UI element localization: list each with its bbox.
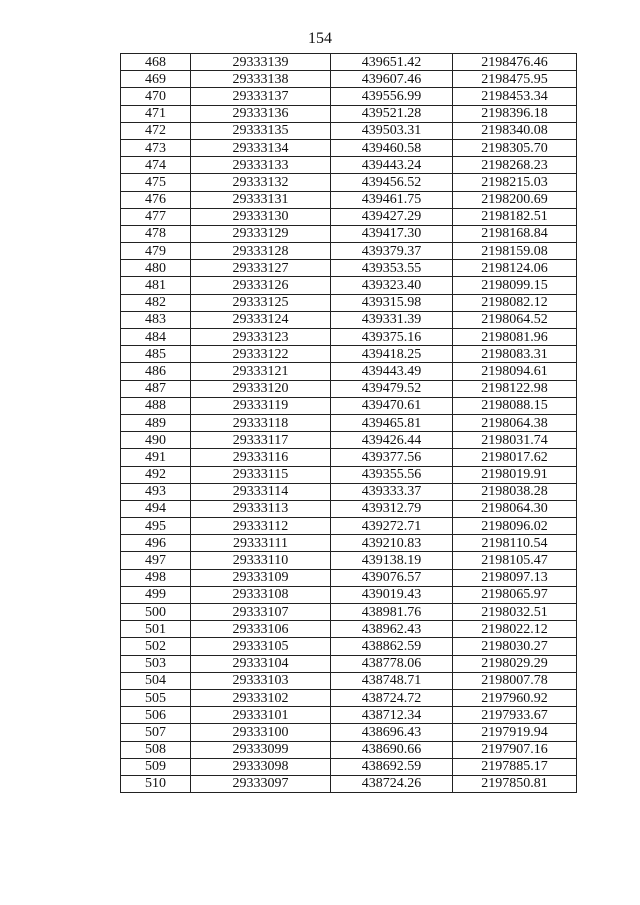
table-row [121, 139, 577, 156]
point-id-cell: 29333103 [191, 672, 331, 689]
point-index-cell: 469 [121, 71, 191, 88]
x-coordinate-cell: 438724.72 [331, 689, 453, 706]
point-id-cell: 29333129 [191, 225, 331, 242]
point-id-cell: 29333102 [191, 689, 331, 706]
table-row [121, 157, 577, 174]
point-index-cell: 493 [121, 483, 191, 500]
y-coordinate-cell: 2197933.67 [453, 707, 577, 724]
y-coordinate-cell: 2198110.54 [453, 535, 577, 552]
point-id-cell: 29333134 [191, 139, 331, 156]
table-row [121, 500, 577, 517]
point-id-cell: 29333115 [191, 466, 331, 483]
point-id-cell: 29333116 [191, 449, 331, 466]
point-index-cell: 477 [121, 208, 191, 225]
x-coordinate-cell: 438692.59 [331, 758, 453, 775]
table-row [121, 243, 577, 260]
point-id-cell: 29333104 [191, 655, 331, 672]
x-coordinate-cell: 439418.25 [331, 346, 453, 363]
y-coordinate-cell: 2198022.12 [453, 621, 577, 638]
table-row [121, 363, 577, 380]
x-coordinate-cell: 439019.43 [331, 586, 453, 603]
point-id-cell: 29333108 [191, 586, 331, 603]
point-id-cell: 29333101 [191, 707, 331, 724]
x-coordinate-cell: 439503.31 [331, 122, 453, 139]
y-coordinate-cell: 2198200.69 [453, 191, 577, 208]
y-coordinate-cell: 2198168.84 [453, 225, 577, 242]
point-index-cell: 498 [121, 569, 191, 586]
x-coordinate-cell: 439375.16 [331, 329, 453, 346]
point-index-cell: 480 [121, 260, 191, 277]
x-coordinate-cell: 439607.46 [331, 71, 453, 88]
point-id-cell: 29333110 [191, 552, 331, 569]
y-coordinate-cell: 2197919.94 [453, 724, 577, 741]
point-id-cell: 29333122 [191, 346, 331, 363]
table-row [121, 311, 577, 328]
point-index-cell: 487 [121, 380, 191, 397]
y-coordinate-cell: 2198017.62 [453, 449, 577, 466]
x-coordinate-cell: 439651.42 [331, 54, 453, 71]
table-row [121, 346, 577, 363]
x-coordinate-cell: 439323.40 [331, 277, 453, 294]
point-index-cell: 500 [121, 604, 191, 621]
x-coordinate-cell: 438696.43 [331, 724, 453, 741]
x-coordinate-cell: 439417.30 [331, 225, 453, 242]
point-index-cell: 471 [121, 105, 191, 122]
y-coordinate-cell: 2198019.91 [453, 466, 577, 483]
x-coordinate-cell: 439353.55 [331, 260, 453, 277]
point-id-cell: 29333123 [191, 329, 331, 346]
table-row [121, 432, 577, 449]
y-coordinate-cell: 2198215.03 [453, 174, 577, 191]
x-coordinate-cell: 439521.28 [331, 105, 453, 122]
table-row [121, 689, 577, 706]
point-id-cell: 29333138 [191, 71, 331, 88]
x-coordinate-cell: 439272.71 [331, 518, 453, 535]
point-id-cell: 29333119 [191, 397, 331, 414]
x-coordinate-cell: 439355.56 [331, 466, 453, 483]
table-row [121, 552, 577, 569]
y-coordinate-cell: 2198182.51 [453, 208, 577, 225]
x-coordinate-cell: 439427.29 [331, 208, 453, 225]
table-row [121, 638, 577, 655]
point-id-cell: 29333137 [191, 88, 331, 105]
y-coordinate-cell: 2198032.51 [453, 604, 577, 621]
table-row [121, 208, 577, 225]
x-coordinate-cell: 439210.83 [331, 535, 453, 552]
x-coordinate-cell: 438712.34 [331, 707, 453, 724]
table-row [121, 88, 577, 105]
point-id-cell: 29333111 [191, 535, 331, 552]
table-row [121, 724, 577, 741]
x-coordinate-cell: 439377.56 [331, 449, 453, 466]
point-id-cell: 29333117 [191, 432, 331, 449]
table-row [121, 672, 577, 689]
y-coordinate-cell: 2198029.29 [453, 655, 577, 672]
y-coordinate-cell: 2198065.97 [453, 586, 577, 603]
point-index-cell: 495 [121, 518, 191, 535]
table-row [121, 758, 577, 775]
table-row [121, 466, 577, 483]
point-index-cell: 481 [121, 277, 191, 294]
x-coordinate-cell: 438724.26 [331, 775, 453, 792]
x-coordinate-cell: 439426.44 [331, 432, 453, 449]
x-coordinate-cell: 439138.19 [331, 552, 453, 569]
point-id-cell: 29333105 [191, 638, 331, 655]
point-index-cell: 482 [121, 294, 191, 311]
table-row [121, 604, 577, 621]
point-index-cell: 486 [121, 363, 191, 380]
point-index-cell: 494 [121, 500, 191, 517]
point-index-cell: 476 [121, 191, 191, 208]
x-coordinate-cell: 439556.99 [331, 88, 453, 105]
table-row [121, 225, 577, 242]
table-row [121, 277, 577, 294]
y-coordinate-cell: 2198083.31 [453, 346, 577, 363]
table-row [121, 707, 577, 724]
point-index-cell: 496 [121, 535, 191, 552]
x-coordinate-cell: 439460.58 [331, 139, 453, 156]
table-row [121, 414, 577, 431]
point-id-cell: 29333132 [191, 174, 331, 191]
y-coordinate-cell: 2198082.12 [453, 294, 577, 311]
y-coordinate-cell: 2198396.18 [453, 105, 577, 122]
y-coordinate-cell: 2198081.96 [453, 329, 577, 346]
y-coordinate-cell: 2198064.38 [453, 414, 577, 431]
x-coordinate-cell: 438690.66 [331, 741, 453, 758]
point-index-cell: 478 [121, 225, 191, 242]
y-coordinate-cell: 2198096.02 [453, 518, 577, 535]
point-id-cell: 29333128 [191, 243, 331, 260]
point-index-cell: 501 [121, 621, 191, 638]
y-coordinate-cell: 2198340.08 [453, 122, 577, 139]
x-coordinate-cell: 439470.61 [331, 397, 453, 414]
table-row [121, 71, 577, 88]
table-row [121, 122, 577, 139]
point-id-cell: 29333098 [191, 758, 331, 775]
point-index-cell: 491 [121, 449, 191, 466]
y-coordinate-cell: 2198031.74 [453, 432, 577, 449]
point-id-cell: 29333109 [191, 569, 331, 586]
table-row [121, 569, 577, 586]
point-index-cell: 506 [121, 707, 191, 724]
x-coordinate-cell: 439312.79 [331, 500, 453, 517]
table-row [121, 655, 577, 672]
y-coordinate-cell: 2198030.27 [453, 638, 577, 655]
point-id-cell: 29333124 [191, 311, 331, 328]
point-id-cell: 29333121 [191, 363, 331, 380]
y-coordinate-cell: 2198064.52 [453, 311, 577, 328]
point-index-cell: 499 [121, 586, 191, 603]
y-coordinate-cell: 2198064.30 [453, 500, 577, 517]
x-coordinate-cell: 439461.75 [331, 191, 453, 208]
y-coordinate-cell: 2198094.61 [453, 363, 577, 380]
y-coordinate-cell: 2198476.46 [453, 54, 577, 71]
point-id-cell: 29333106 [191, 621, 331, 638]
point-index-cell: 508 [121, 741, 191, 758]
point-id-cell: 29333131 [191, 191, 331, 208]
y-coordinate-cell: 2198268.23 [453, 157, 577, 174]
point-id-cell: 29333099 [191, 741, 331, 758]
point-index-cell: 505 [121, 689, 191, 706]
point-index-cell: 479 [121, 243, 191, 260]
table-row [121, 380, 577, 397]
point-id-cell: 29333135 [191, 122, 331, 139]
y-coordinate-cell: 2198099.15 [453, 277, 577, 294]
x-coordinate-cell: 438981.76 [331, 604, 453, 621]
y-coordinate-cell: 2198122.98 [453, 380, 577, 397]
coordinates-table [120, 53, 577, 793]
x-coordinate-cell: 438778.06 [331, 655, 453, 672]
point-index-cell: 475 [121, 174, 191, 191]
y-coordinate-cell: 2198088.15 [453, 397, 577, 414]
y-coordinate-cell: 2198453.34 [453, 88, 577, 105]
table-row [121, 294, 577, 311]
point-id-cell: 29333126 [191, 277, 331, 294]
x-coordinate-cell: 439443.24 [331, 157, 453, 174]
page-number: 154 [308, 30, 332, 47]
point-index-cell: 473 [121, 139, 191, 156]
x-coordinate-cell: 439479.52 [331, 380, 453, 397]
table-row [121, 54, 577, 71]
point-index-cell: 509 [121, 758, 191, 775]
table-row [121, 775, 577, 792]
table-row [121, 741, 577, 758]
point-index-cell: 485 [121, 346, 191, 363]
y-coordinate-cell: 2198097.13 [453, 569, 577, 586]
y-coordinate-cell: 2198159.08 [453, 243, 577, 260]
x-coordinate-cell: 439076.57 [331, 569, 453, 586]
point-id-cell: 29333118 [191, 414, 331, 431]
x-coordinate-cell: 438962.43 [331, 621, 453, 638]
x-coordinate-cell: 439315.98 [331, 294, 453, 311]
table-row [121, 260, 577, 277]
point-index-cell: 492 [121, 466, 191, 483]
point-index-cell: 490 [121, 432, 191, 449]
point-id-cell: 29333113 [191, 500, 331, 517]
y-coordinate-cell: 2197907.16 [453, 741, 577, 758]
point-id-cell: 29333120 [191, 380, 331, 397]
table-row [121, 105, 577, 122]
y-coordinate-cell: 2198124.06 [453, 260, 577, 277]
point-index-cell: 474 [121, 157, 191, 174]
table-row [121, 535, 577, 552]
table-body [121, 54, 577, 793]
point-index-cell: 472 [121, 122, 191, 139]
table-row [121, 397, 577, 414]
point-index-cell: 507 [121, 724, 191, 741]
x-coordinate-cell: 439379.37 [331, 243, 453, 260]
point-id-cell: 29333133 [191, 157, 331, 174]
table-row [121, 621, 577, 638]
x-coordinate-cell: 439456.52 [331, 174, 453, 191]
y-coordinate-cell: 2197885.17 [453, 758, 577, 775]
point-id-cell: 29333100 [191, 724, 331, 741]
point-index-cell: 484 [121, 329, 191, 346]
point-index-cell: 504 [121, 672, 191, 689]
x-coordinate-cell: 439465.81 [331, 414, 453, 431]
point-index-cell: 503 [121, 655, 191, 672]
point-index-cell: 488 [121, 397, 191, 414]
y-coordinate-cell: 2198038.28 [453, 483, 577, 500]
point-index-cell: 502 [121, 638, 191, 655]
x-coordinate-cell: 438748.71 [331, 672, 453, 689]
y-coordinate-cell: 2198305.70 [453, 139, 577, 156]
x-coordinate-cell: 439333.37 [331, 483, 453, 500]
table-row [121, 518, 577, 535]
point-index-cell: 470 [121, 88, 191, 105]
table-row [121, 191, 577, 208]
point-id-cell: 29333097 [191, 775, 331, 792]
point-id-cell: 29333130 [191, 208, 331, 225]
table-row [121, 449, 577, 466]
point-id-cell: 29333107 [191, 604, 331, 621]
point-id-cell: 29333112 [191, 518, 331, 535]
table-row [121, 174, 577, 191]
point-id-cell: 29333139 [191, 54, 331, 71]
point-id-cell: 29333136 [191, 105, 331, 122]
x-coordinate-cell: 439331.39 [331, 311, 453, 328]
table-row [121, 329, 577, 346]
x-coordinate-cell: 439443.49 [331, 363, 453, 380]
point-id-cell: 29333125 [191, 294, 331, 311]
y-coordinate-cell: 2197960.92 [453, 689, 577, 706]
point-index-cell: 497 [121, 552, 191, 569]
point-index-cell: 483 [121, 311, 191, 328]
point-index-cell: 510 [121, 775, 191, 792]
x-coordinate-cell: 438862.59 [331, 638, 453, 655]
y-coordinate-cell: 2197850.81 [453, 775, 577, 792]
y-coordinate-cell: 2198007.78 [453, 672, 577, 689]
y-coordinate-cell: 2198475.95 [453, 71, 577, 88]
point-index-cell: 468 [121, 54, 191, 71]
table-row [121, 483, 577, 500]
point-id-cell: 29333127 [191, 260, 331, 277]
y-coordinate-cell: 2198105.47 [453, 552, 577, 569]
point-id-cell: 29333114 [191, 483, 331, 500]
table-row [121, 586, 577, 603]
point-index-cell: 489 [121, 414, 191, 431]
